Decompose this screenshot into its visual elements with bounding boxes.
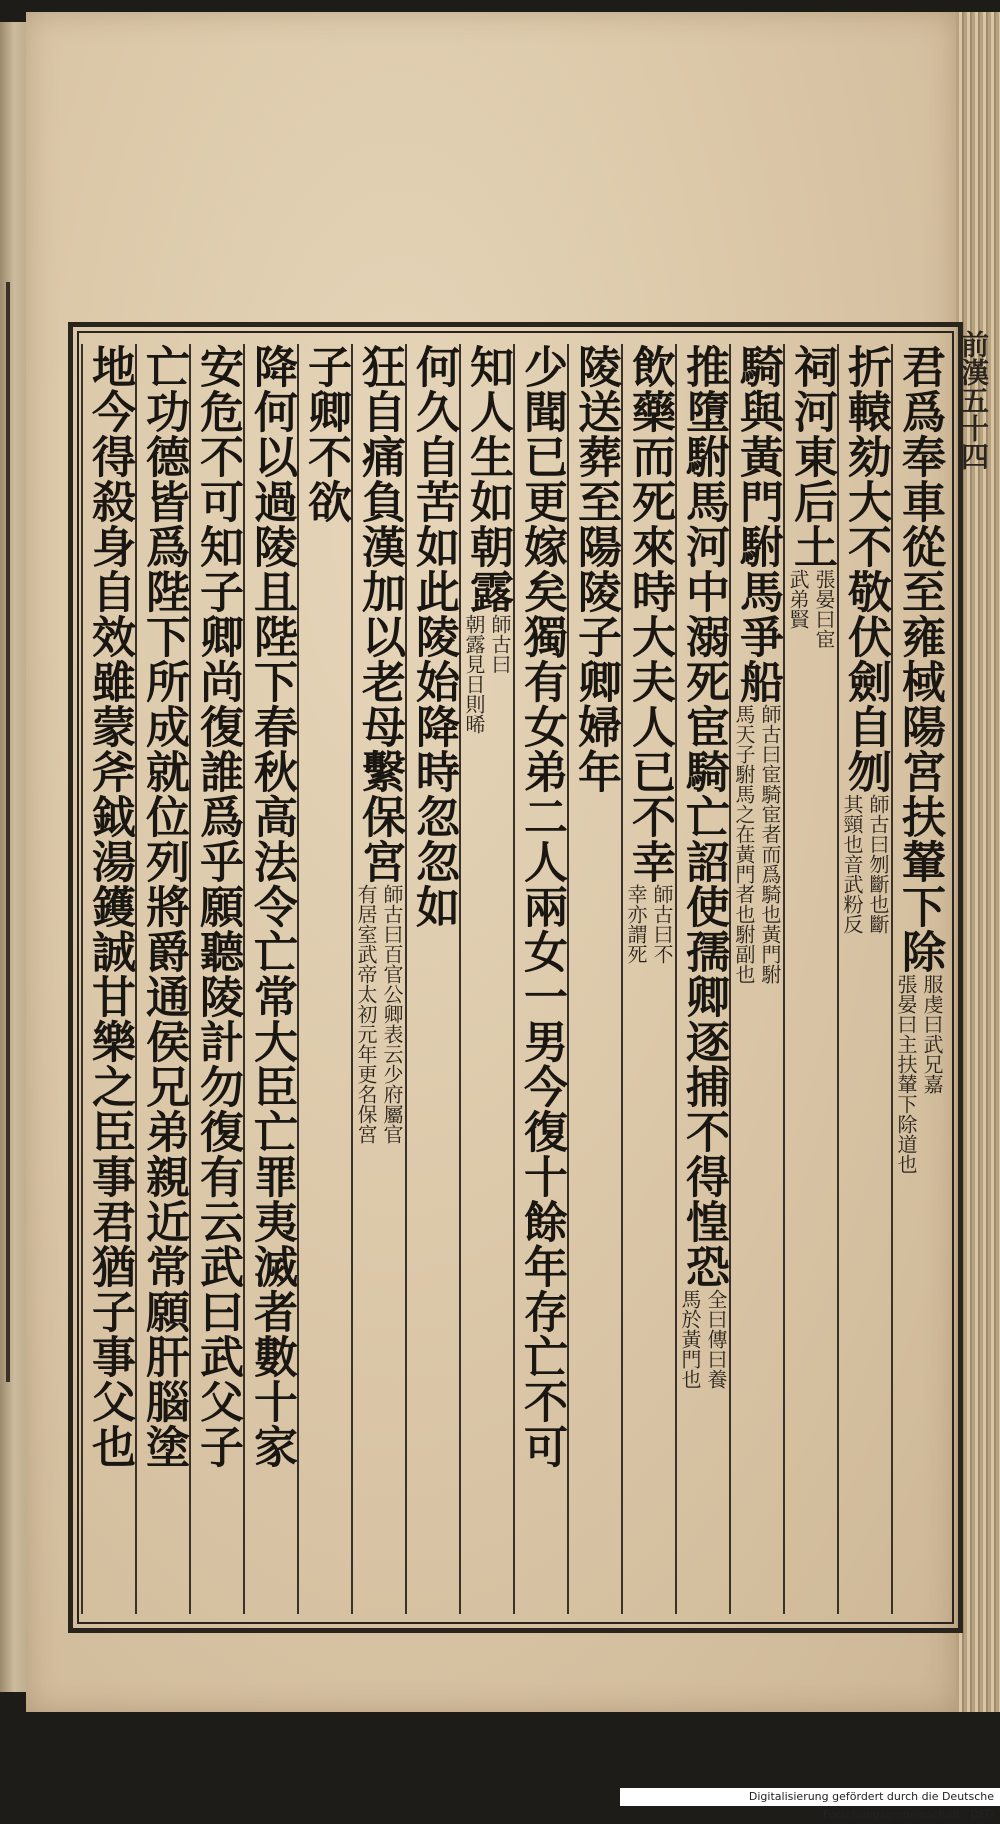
column-main-text: 亡功德皆爲陛下所成就位列將爵通侯兄弟親近常願肝腦塗 [138,344,189,1469]
annotation-pair [623,884,675,964]
annotation-text: 武弟賢 [786,569,810,629]
text-column [783,344,837,1614]
annotation-text: 馬天子駙馬之在黃門者也駙副也 [732,704,756,984]
column-main-text: 安危不可知子卿尚復誰爲乎願聽陵計勿復有云武曰武父子 [192,344,243,1469]
annotation-pair [893,974,945,1174]
text-column [243,344,297,1614]
text-column [513,344,567,1614]
annotation-pair [461,614,513,734]
column-main-text: 子卿不欲 [300,344,351,524]
text-column [567,344,621,1614]
chapter-tab: 前漢五十四 [957,330,990,470]
column-main-text: 降何以過陵且陛下春秋高法令亡常大臣亡罪夷滅者數十家 [246,344,297,1469]
annotation-text: 張晏曰宦 [812,569,836,649]
annotation-text: 幸亦謂死 [624,884,648,964]
column-main-text: 祠河東后土 [786,344,837,569]
text-column [405,344,459,1614]
annotation-text: 師古曰宦騎宦者而爲騎也黃門駙 [758,704,782,984]
column-main-text: 陵送葬至陽陵子卿婦年 [570,344,621,794]
column-main-text: 折轅劾大不敬伏劍自刎 [840,344,891,794]
annotation-text: 其頸也音武粉反 [840,794,864,934]
text-column [675,344,729,1614]
text-column [189,344,243,1614]
column-main-text: 飲藥而死來時大夫人已不幸 [624,344,675,884]
text-column [621,344,675,1614]
text-column [459,344,513,1614]
text-column [837,344,891,1614]
annotation-text: 朝露見日則晞 [462,614,486,734]
annotation-text: 馬於黃門也 [678,1289,702,1389]
column-main-text: 騎與黃門駙馬爭船 [732,344,783,704]
column-main-text: 地今得殺身自效雖蒙斧鉞湯鑊誠甘樂之臣事君猶子事父也 [84,344,135,1469]
left-page-edge [0,22,28,1692]
text-column [81,344,135,1614]
text-column [135,344,189,1614]
annotation-text: 全曰傳曰養 [704,1289,728,1389]
annotation-pair [839,794,891,934]
annotation-pair [353,884,405,1144]
annotation-text: 師古曰百官公卿表云少府屬官 [380,884,404,1144]
annotation-pair [677,1289,729,1389]
text-column [297,344,351,1614]
annotation-pair [731,704,783,984]
annotation-text: 張晏曰主扶輦下除道也 [894,974,918,1174]
column-main-text: 推墮駙馬河中溺死宦騎亡詔使孺卿逐捕不得惶恐 [678,344,729,1289]
annotation-text: 師古曰 [488,614,512,674]
text-column [729,344,783,1614]
column-main-text: 少聞已更嫁矣獨有女弟二人兩女一男今復十餘年存亡不可 [516,344,567,1469]
column-main-text: 知人生如朝露 [462,344,513,614]
text-column [891,344,945,1614]
annotation-text: 師古曰刎斷也斷 [866,794,890,934]
column-main-text: 君爲奉車從至雍棫陽宮扶輦下除 [894,344,945,974]
annotation-pair [785,569,837,649]
annotation-text: 有居室武帝太初元年更名保宮 [354,884,378,1144]
footer-credit: Digitalisierung gefördert durch die Deutsche Forschungsgemeinschaft · DFG [620,1788,1000,1806]
annotation-text: 服虔曰武兄嘉 [920,974,944,1094]
text-column [351,344,405,1614]
column-main-text: 狂自痛負漢加以老母繫保宮 [354,344,405,884]
annotation-text: 師古曰不 [650,884,674,964]
column-main-text: 何久自苦如此陵始降時忽忽如 [408,344,459,929]
